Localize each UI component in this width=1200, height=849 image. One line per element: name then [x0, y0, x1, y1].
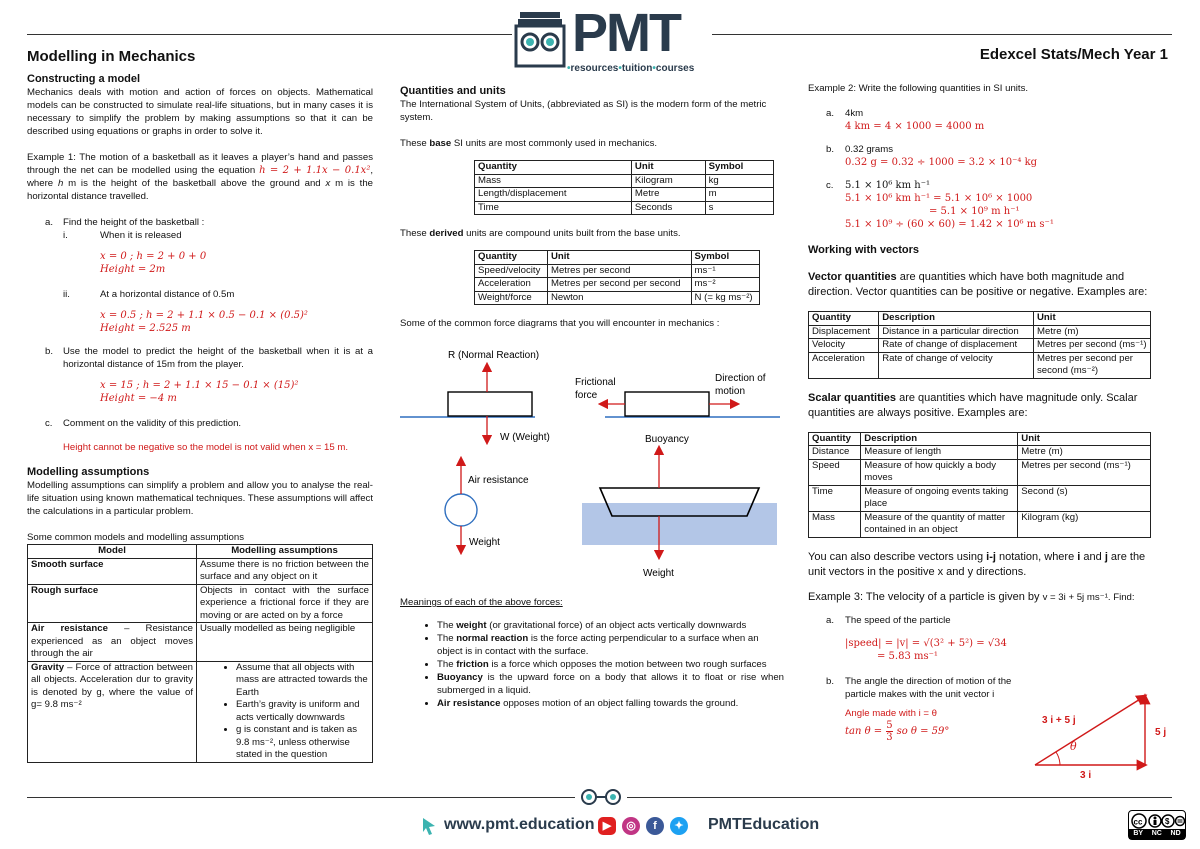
answer-b: x = 15 ; h = 2 + 1.1 × 15 − 0.1 × (15)² Height = −4 m	[100, 380, 299, 404]
logo-tagline: •resources•tuition•courses	[567, 63, 695, 74]
list-item: • Air resistance opposes motion of an object falling towards the ground.	[437, 697, 784, 710]
example3-text: Example 3: The velocity of a particle is given by v = 3i + 5j ms⁻¹. Find:	[808, 590, 1135, 603]
question-c: c. Comment on the validity of this prediction.	[45, 418, 242, 429]
angle-theta: θ	[1070, 740, 1077, 753]
youtube-icon[interactable]: ▶	[598, 817, 616, 835]
table-row: Velocity Rate of change of displacement Metres per second (ms⁻¹)	[809, 339, 1151, 353]
heading-assumptions: Modelling assumptions	[27, 466, 150, 478]
label-direction-1: Direction of	[715, 373, 766, 384]
table-row: Air resistance – Resistance experienced as an object moves through the air Usually modelled as being negligible	[28, 623, 373, 662]
creative-commons-license	[1128, 810, 1186, 840]
column-left	[27, 73, 373, 763]
example2-c: c. 5.1 × 10⁶ km h⁻¹ 5.1 × 10⁶ km h⁻¹ = 5.1 × 10⁶ × 1000 = 5.1 × 10⁹ m h⁻¹ 5.1 × 10⁹ ÷ (60 × 60) = 1.42 × 10⁶ m s⁻¹	[826, 180, 1054, 230]
list-item: • The weight (or gravitational force) of an object acts vertically downwards	[437, 619, 784, 632]
label-normal-reaction: R (Normal Reaction)	[448, 350, 540, 361]
page-title: Modelling in Mechanics	[27, 48, 196, 65]
velocity-triangle	[1030, 688, 1180, 783]
footer-rule-right	[627, 797, 1172, 798]
heading-constructing: Constructing a model	[27, 73, 141, 85]
col-header-model: Model	[28, 545, 197, 559]
pmt-logo	[510, 3, 710, 88]
label-vertical: 5 j	[1155, 727, 1167, 738]
example3-answer-a: |speed| = |v| = √(3² + 5²) = √34 = 5.83 ms⁻¹	[845, 637, 1007, 662]
table-row: Time Seconds s	[475, 201, 774, 215]
answer-c: Height cannot be negative so the model is not valid when x = 15 m.	[63, 442, 349, 453]
example3-question-a: a. The speed of the particle	[826, 614, 951, 626]
answer-a-ii: x = 0.5 ; h = 2 + 1.1 × 0.5 − 0.1 × (0.5)² Height = 2.525 m	[100, 310, 308, 334]
base-units-text: These base SI units are most commonly used in mechanics.	[400, 138, 658, 149]
table-row: Speed/velocity Metres per second ms⁻¹	[475, 264, 760, 278]
label-horizontal: 3 i	[1080, 770, 1092, 781]
assumptions-intro: Modelling assumptions can simplify a problem and allow you to analyse the real-life situation using known mathematical techniques. These assumptions will affect the calculations in a particular problem.	[27, 480, 373, 517]
table-row: Weight/force Newton N (= kg ms⁻²)	[475, 291, 760, 305]
label-hypotenuse: 3 i + 5 j	[1042, 715, 1076, 726]
list-item: • The friction is a force which opposes the motion between two rough surfaces	[437, 658, 784, 671]
footer-social-handle[interactable]: PMTEducation	[708, 816, 820, 833]
assumptions-table	[27, 544, 373, 763]
label-buoyancy: Buoyancy	[645, 434, 689, 445]
table-row: Gravity – Force of attraction between all objects. Acceleration dur to gravity is denoted by g, where the value of g= 9.8 ms⁻² • Assume that all objects with mass are attracted towards the Earth • Earth’s gravity is uniform and acts vertically downwards • g is constant and is taken as 9.8 ms⁻², unless otherwise stated in the question	[28, 661, 373, 762]
angle-arc	[1056, 752, 1060, 765]
base-units-table: Quantity Unit Symbol Mass Kilogram kg Length/displacement Metre m Time Seconds s	[474, 160, 774, 215]
answer-a-i: x = 0 ; h = 2 + 0 + 0 Height = 2m	[100, 251, 207, 275]
constructing-intro: Mechanics deals with motion and action of forces on objects. Mathematical models can be constructed to simulate real-life situations, but in many cases it is necessary to simplify the problem by making assumptions so that it can be described using equations or graphs in order to solve it.	[27, 87, 373, 137]
heading-vectors: Working with vectors	[808, 244, 920, 256]
label-direction-2: motion	[715, 386, 746, 397]
vector-definition: Vector quantities are quantities which have both magnitude and direction. Vector quantities can be positive or negative. Examples are:	[808, 271, 1148, 298]
ij-notation: You can also describe vectors using i-j notation, where i and j are the unit vectors in the positive x and y directions.	[808, 550, 1146, 578]
cc-icons	[1129, 811, 1185, 829]
derived-units-text: These derived units are compound units built from the base units.	[400, 228, 681, 239]
label-weight-3: Weight	[643, 568, 674, 579]
table-row: Speed Measure of how quickly a body moves Metres per second (ms⁻¹)	[809, 459, 1151, 485]
example2-b: b. 0.32 grams 0.32 g = 0.32 ÷ 1000 = 3.2 × 10⁻⁴ kg	[826, 144, 1038, 168]
col-header-assumptions: Modelling assumptions	[197, 545, 373, 559]
course-title: Edexcel Stats/Mech Year 1	[979, 46, 1168, 63]
question-b: b. Use the model to predict the height of the basketball when it is at a horizontal distance of 15m from the player.	[45, 346, 373, 370]
glasses-icon	[578, 788, 624, 806]
table-row: Acceleration Metres per second per second ms⁻²	[475, 278, 760, 292]
example3-question-b: b. The angle the direction of motion of the particle makes with the unit vector i	[826, 675, 1012, 700]
example3-answer-b: Angle made with i = θ tan θ = $\frac{5}{3}$ so θ = 59°	[845, 707, 950, 743]
heading-quantities: Quantities and units	[400, 85, 506, 97]
table-row: Length/displacement Metre m	[475, 188, 774, 202]
label-frictional-2: force	[575, 390, 598, 401]
scalar-definition: Scalar quantities are quantities which have magnitude only. Scalar quantities are always positive. Examples are:	[808, 391, 1138, 419]
question-a-i: i. When it is released	[63, 230, 182, 241]
svg-text:$: $	[1165, 817, 1170, 826]
meanings-heading: Meanings of each of the above forces:	[400, 597, 563, 608]
label-frictional-1: Frictional	[575, 377, 616, 388]
table-row: Rough surface Objects in contact with the surface experience a frictional force if they are moving or are acted on by a force	[28, 584, 373, 623]
column-middle	[400, 85, 784, 330]
logo-wordmark: PMT	[572, 3, 680, 63]
question-a-ii: ii. At a horizontal distance of 0.5m	[63, 289, 235, 300]
label-weight-1: W (Weight)	[500, 432, 550, 443]
example1-text: Example 1: The motion of a basketball as it leaves a player’s hand and passes through the net can be modelled using the equation h = 2 + 1.1x − 0.1x², where h m is the height of the basketball above the ground and x m is the horizontal distance travelled.	[27, 152, 374, 202]
question-a: a. Find the height of the basketball :	[45, 217, 205, 228]
cc-license-terms: BY NC ND	[1129, 829, 1185, 839]
table-row: Time Measure of ongoing events taking place Second (s)	[809, 485, 1151, 511]
svg-text:cc: cc	[1133, 817, 1143, 827]
assumptions-caption: Some common models and modelling assumptions	[27, 532, 245, 543]
instagram-icon[interactable]: ◎	[622, 817, 640, 835]
header-rule-right	[712, 34, 1172, 35]
vector-table: Quantity Description Unit Displacement Distance in a particular direction Metre (m) Velocity Rate of change of displacement Metres per second (ms⁻¹) Acceleration Rate of change of velocity Metres per second per second (ms⁻²)	[808, 311, 1151, 379]
example2-a: a. 4km 4 km = 4 × 1000 = 4000 m	[826, 108, 985, 132]
water	[582, 503, 777, 545]
block-2	[625, 392, 709, 416]
force-diagrams	[395, 345, 790, 585]
si-intro: The International System of Units, (abbreviated as SI) is the modern form of the metric system.	[400, 99, 767, 123]
list-item: • The normal reaction is the force acting perpendicular to a surface when an object is in contact with the surface.	[437, 632, 784, 658]
table-row: Displacement Distance in a particular direction Metre (m)	[809, 325, 1151, 339]
label-weight-2: Weight	[469, 537, 500, 548]
column-right	[808, 82, 1153, 743]
table-row: Mass Kilogram kg	[475, 174, 774, 188]
scalar-table: Quantity Description Unit Distance Measure of length Metre (m) Speed Measure of how quickly a body moves Metres per second (ms⁻¹) Time Measure of ongoing events taking place Second (s) Mass Measure of the quantity of matter contained in an object Kilogram (kg)	[808, 432, 1151, 538]
force-meanings	[400, 596, 784, 710]
meanings-list	[400, 619, 784, 710]
falling-ball	[445, 494, 477, 526]
block-1	[448, 392, 532, 416]
triangle-hypotenuse	[1035, 696, 1145, 765]
table-row: Smooth surface Assume there is no friction between the surface and any object on it	[28, 558, 373, 584]
label-air-resistance: Air resistance	[468, 475, 529, 486]
diagrams-intro: Some of the common force diagrams that you will encounter in mechanics :	[400, 318, 720, 329]
footer-website-link[interactable]: www.pmt.education	[444, 816, 595, 833]
header-rule-left	[27, 34, 512, 35]
table-row: Mass Measure of the quantity of matter contained in an object Kilogram (kg)	[809, 511, 1151, 537]
list-item: • Buoyancy is the upward force on a body that allows it to float or rise when submerged in a liquid.	[437, 671, 784, 697]
example2-title: Example 2: Write the following quantities in SI units.	[808, 83, 1029, 94]
books-owl-icon	[510, 12, 570, 68]
facebook-icon[interactable]: f	[646, 817, 664, 835]
twitter-icon[interactable]: ✦	[670, 817, 688, 835]
table-row: Distance Measure of length Metre (m)	[809, 446, 1151, 460]
footer-rule-left	[27, 797, 575, 798]
table-row: Acceleration Rate of change of velocity Metres per second per second (ms⁻²)	[809, 352, 1151, 378]
cursor-icon	[420, 816, 438, 836]
derived-units-table: Quantity Unit Symbol Speed/velocity Metres per second ms⁻¹ Acceleration Metres per second per second ms⁻² Weight/force Newton N (= kg ms⁻²)	[474, 250, 760, 305]
